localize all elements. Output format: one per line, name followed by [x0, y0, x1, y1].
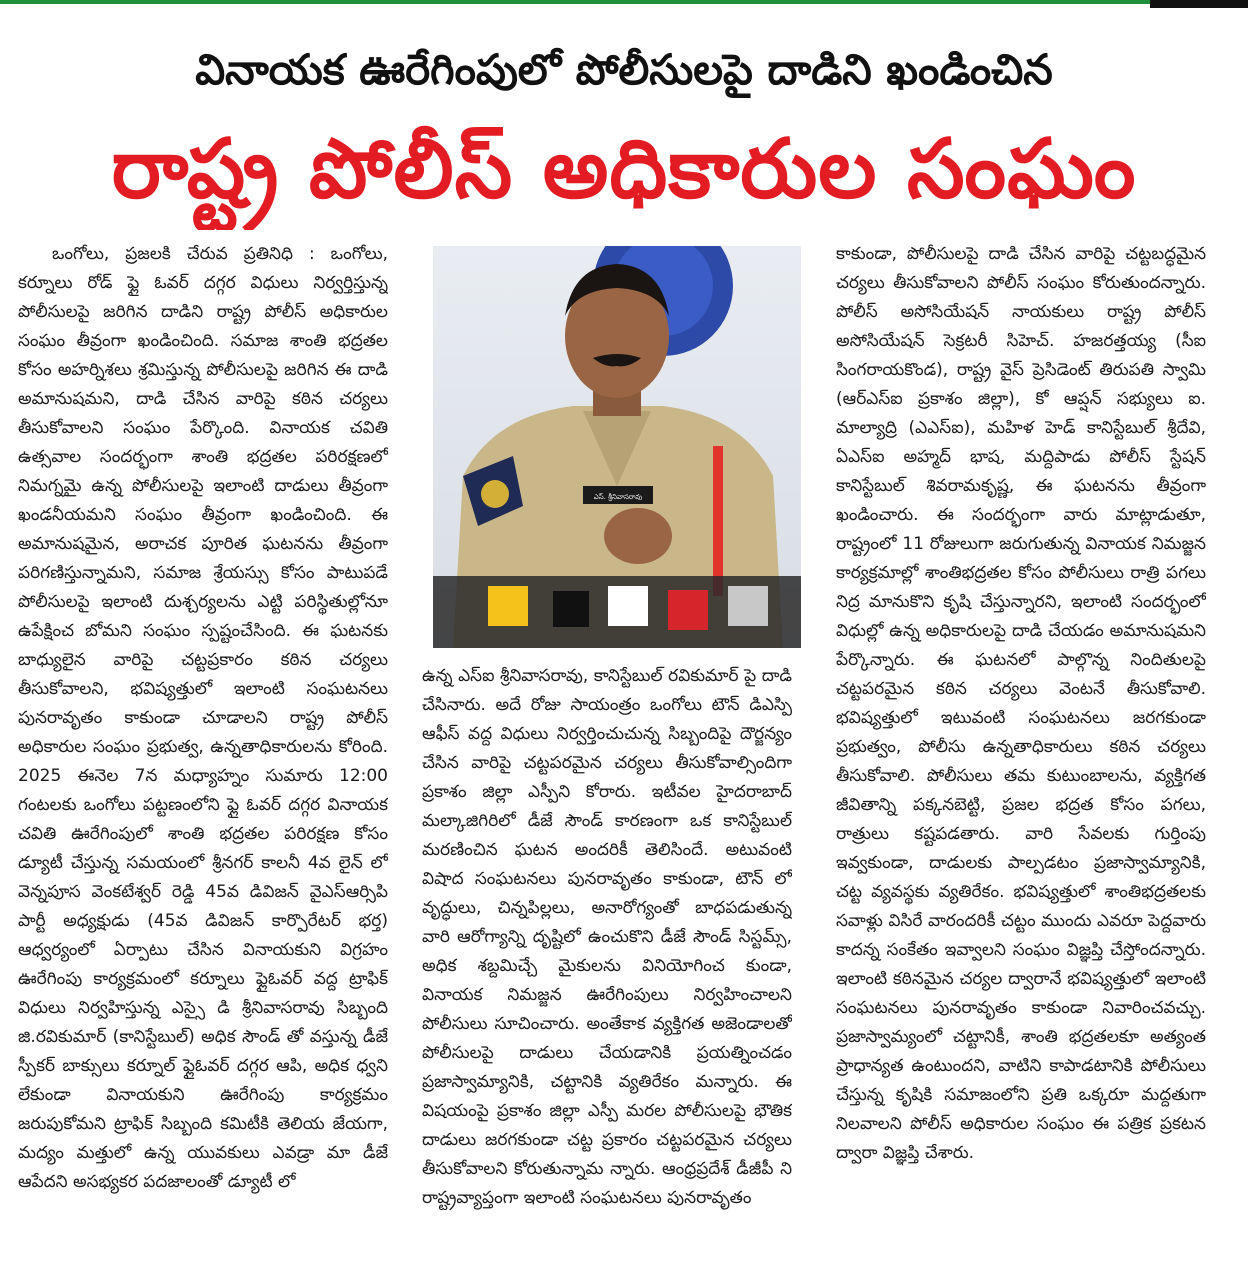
top-rule-black: [1150, 0, 1248, 8]
main-headline: రాష్ట్ర పోలీస్ అధికారుల సంఘం: [111, 122, 1137, 217]
hand-shape: [604, 508, 672, 564]
mic-icon: [553, 591, 589, 627]
mic-icon: [668, 590, 708, 630]
mic-icon: [728, 586, 768, 626]
name-tag-text: ఎస్. శ్రీనివాసరావు: [593, 493, 643, 501]
mic-icon: [608, 586, 648, 626]
article-column-3: [836, 240, 1206, 1275]
article-column-1: [18, 240, 388, 1275]
article-text-col1: ఒంగోలు, ప్రజలకి చేరువ ప్రతినిధి : ఒంగోలు, కర్నూలు రోడ్ ఫ్లై ఓవర్ దగ్గర విధులు నిర్వర్తిస్తున్న పోలీసులపై జరిగిన దాడిని రాష్ట్ర పోలీస్ అధికారుల సంఘం తీవ్రంగా ఖండించింది. సమాజ శాంతి భద్రతల కోసం అహర్నిశలు శ్రమిస్తున్న పోలీసులపై జరిగిన ఈ దాడి అమానుషమని, దాడి చేసిన వారిపై కఠిన చర్యలు తీసుకోవాలని సంఘం పేర్కొంది. వినాయక చవితి ఉత్సవాల సందర్భంగా శాంతి భద్రతల పరిరక్షణలో నిమగ్నమై ఉన్న పోలీసులపై ఇలాంటి దాడులు తీవ్రంగా ఖండనీయమని సంఘం తీవ్రంగా ఖండించింది. ఈ అమానుషమైన, అరాచక పూరిత ఘటనను తీవ్రంగా పరిగణిస్తున్నామని, సమాజ శ్రేయస్సు కోసం పాటుపడే పోలీసులపై ఇలాంటి దుశ్చర్యలను ఎట్టి పరిస్థితుల్లోనూ ఉపేక్షించ బోమని సంఘం స్పష్టంచేసింది. ఈ ఘటనకు బాధ్యులైన వారిపై చట్టప్రకారం కఠిన చర్యలు తీసుకోవాలని, భవిష్యత్తులో ఇలాంటి సంఘటనలు పునరావృతం కాకుండా చూడాలని రాష్ట్ర పోలీస్ అధికారుల సంఘం ప్రభుత్వ, ఉన్నతాధికారులను కోరింది. 2025 ఈనెల 7న మధ్యాహ్నం సుమారు 12:00 గంటలకు ఒంగోలు పట్టణంలోని ఫ్లై ఓవర్ దగ్గర వినాయక చవితి ఊరేగింపులో శాంతి భద్రతల పరిరక్షణ కోసం డ్యూటీ చేస్తున్న సమయంలో శ్రీనగర్ కాలనీ 4వ లైన్ లో వెన్నపూస వెంకటేశ్వర్ రెడ్డి 45వ డివిజన్ వైఎస్ఆర్సిపి పార్టీ అధ్యక్షుడు (45వ డివిజన్ కార్పొరేటర్ భర్త) ఆధ్వర్యంలో ఏర్పాటు చేసిన వినాయకుని విగ్రహం ఊరేగింపు కార్యక్రమంలో కర్నూలు ఫ్లైఓవర్ వద్ద ట్రాఫిక్ విధులు నిర్వహిస్తున్న ఎస్సై డి శ్రీనివాసరావు సిబ్బంది జి.రవికుమార్ (కానిస్టేబుల్) అధిక సౌండ్ తో వస్తున్న డీజే స్పీకర్ బాక్సులు కర్నూల్ ఫ్లైఓవర్ దగ్గర ఆపి, అధిక ధ్వని లేకుండా వినాయకుని ఊరేగింపు కార్యక్రమం జరుపుకోమని ట్రాఫిక్ సిబ్బంది కమిటీకి తెలియ జేయగా, మద్యం మత్తులో ఉన్న యువకులు ఎవడ్రా మా డీజే ఆపేదని అసభ్యకర పదజాలంతో డ్యూటీ లో: [18, 244, 388, 1192]
top-rule-green: [0, 0, 1150, 4]
article-text-col3: కాకుండా, పోలీసులపై దాడి చేసిన వారిపై చట్టబద్ధమైన చర్యలు తీసుకోవాలని పోలీస్ సంఘం కోరుతుందన్నారు. పోలీస్ అసోసియేషన్ నాయకులు రాష్ట్ర పోలీస్ అసోసియేషన్ సెక్రటరీ సిహెచ్. హజరత్తయ్య (సీఐ సింగరాయకొండ), రాష్ట్ర వైస్ ప్రెసిడెంట్ తిరుపతి స్వామి (ఆర్ఎస్ఐ ప్రకాశం జిల్లా), కో ఆప్షన్ సభ్యులు ఐ. మాల్యాద్రి (ఎఎస్ఐ), మహిళ హెడ్ కానిస్టేబుల్ శ్రీదేవి, ఏఎస్ఐ అహ్మద్ భాష, మద్దిపాడు పోలీస్ స్టేషన్ కానిస్టేబుల్ శివరామకృష్ణ, ఈ ఘటనను తీవ్రంగా ఖండించారు. ఈ సందర్భంగా వారు మాట్లాడుతూ, రాష్ట్రంలో 11 రోజులుగా జరుగుతున్న వినాయక నిమజ్జన కార్యక్రమాల్లో శాంతిభద్రతల కోసం పోలీసులు రాత్రి పగలు నిద్ర మానుకొని కృషి చేస్తున్నారని, ఇలాంటి సందర్భంలో విధుల్లో ఉన్న అధికారులపై దాడి చేయడం అమానుషమని పేర్కొన్నారు. ఈ ఘటనలో పాల్గొన్న నిందితులపై చట్టపరమైన కఠిన చర్యలు వెంటనే తీసుకోవాలి. భవిష్యత్తులో ఇటువంటి సంఘటనలు జరగకుండా ప్రభుత్వం, పోలీసు ఉన్నతాధికారులు కఠిన చర్యలు తీసుకోవాలి. పోలీసులు తమ కుటుంబాలను, వ్యక్తిగత జీవితాన్ని పక్కనబెట్టి, ప్రజల భద్రత కోసం పగలు, రాత్రులు కష్టపడతారు. వారి సేవలకు గుర్తింపు ఇవ్వకుండా, దాడులకు పాల్పడటం ప్రజాస్వామ్యానికి, చట్ట వ్యవస్థకు వ్యతిరేకం. భవిష్యత్తులో శాంతిభద్రతలకు సవాళ్లు విసిరే వారందరికీ చట్టం ముందు ఎవరూ పెద్దవారు కాదన్న సంకేతం ఇవ్వాలని సంఘం విజ్ఞప్తి చేస్తోందన్నారు. ఇలాంటి కఠినమైన చర్యల ద్వారానే భవిష్యత్తులో ఇలాంటి సంఘటనలు పునరావృతం కాకుండా నివారించవచ్చు. ప్రజాస్వామ్యంలో చట్టానికీ, శాంతి భద్రతలకూ అత్యంత ప్రాధాన్యత ఉంటుందని, వాటిని కాపాడటానికి పోలీసులు చేస్తున్న కృషికి సమాజంలోని ప్రతి ఒక్కరూ మద్దతుగా నిలవాలని పోలీస్ అధికారుల సంఘం ఈ పత్రిక ప్రకటన ద్వారా విజ్ఞప్తి చేశారు.: [836, 244, 1206, 1163]
top-rule: [0, 0, 1248, 8]
mic-icon: [488, 586, 528, 626]
article-text-col2: ఉన్న ఎస్ఐ శ్రీనివాసరావు, కానిస్టేబుల్ రవికుమార్ పై దాడి చేసినారు. అదే రోజు సాయంత్రం ఒంగోలు టౌన్ డిఎస్పి ఆఫీస్ వద్ద విధులు నిర్వర్తించుచున్న సిబ్బందిపై దౌర్జన్యం చేసిన వారిపై చట్టపరమైన చర్యలు తీసుకోవాల్సిందిగా ప్రకాశం జిల్లా ఎస్పీని కోరారు. ఇటీవల హైదరాబాద్ మల్కాజిగిరిలో డీజే సౌండ్ కారణంగా ఒక కానిస్టేబుల్ మరణించిన ఘటన అందరికీ తెలిసిందే. అటువంటి విషాద సంఘటనలు పునరావృతం కాకుండా, టౌన్ లో వృద్ధులు, చిన్నపిల్లలు, అనారోగ్యంతో బాధపడుతున్న వారి ఆరోగ్యాన్ని దృష్టిలో ఉంచుకొని డీజే సౌండ్ సిస్టమ్స్, అధిక శబ్దమిచ్చే మైకులను వినియోగించ కుండా, వినాయక నిమజ్జన ఊరేగింపులు నిర్వహించాలని పోలీసులు సూచించారు. అంతేకాక వ్యక్తిగత అజెండాలతో పోలీసులపై దాడులు చేయడానికి ప్రయత్నించడం ప్రజాస్వామ్యానికి, చట్టానికి వ్యతిరేకం మన్నారు. ఈ విషయంపై ప్రకాశం జిల్లా ఎస్పీ మరల పోలీసులపై భౌతిక దాడులు జరగకుండా చట్ట ప్రకారం చట్టపరమైన చర్యలు తీసుకోవాలని కోరుతున్నామ న్నారు. ఆంధ్రప్రదేశ్ డీజీపీ ని రాష్ట్రవ్యాప్తంగా ఇలాంటి సంఘటనలు పునరావృతం: [422, 666, 792, 1208]
police-officer-photo: [433, 246, 801, 648]
kicker-headline: వినాయక ఊరేగింపులో పోలీసులపై దాడిని ఖండించిన: [195, 45, 1053, 94]
article-column-2: [422, 662, 792, 1275]
news-photo: [433, 246, 801, 648]
